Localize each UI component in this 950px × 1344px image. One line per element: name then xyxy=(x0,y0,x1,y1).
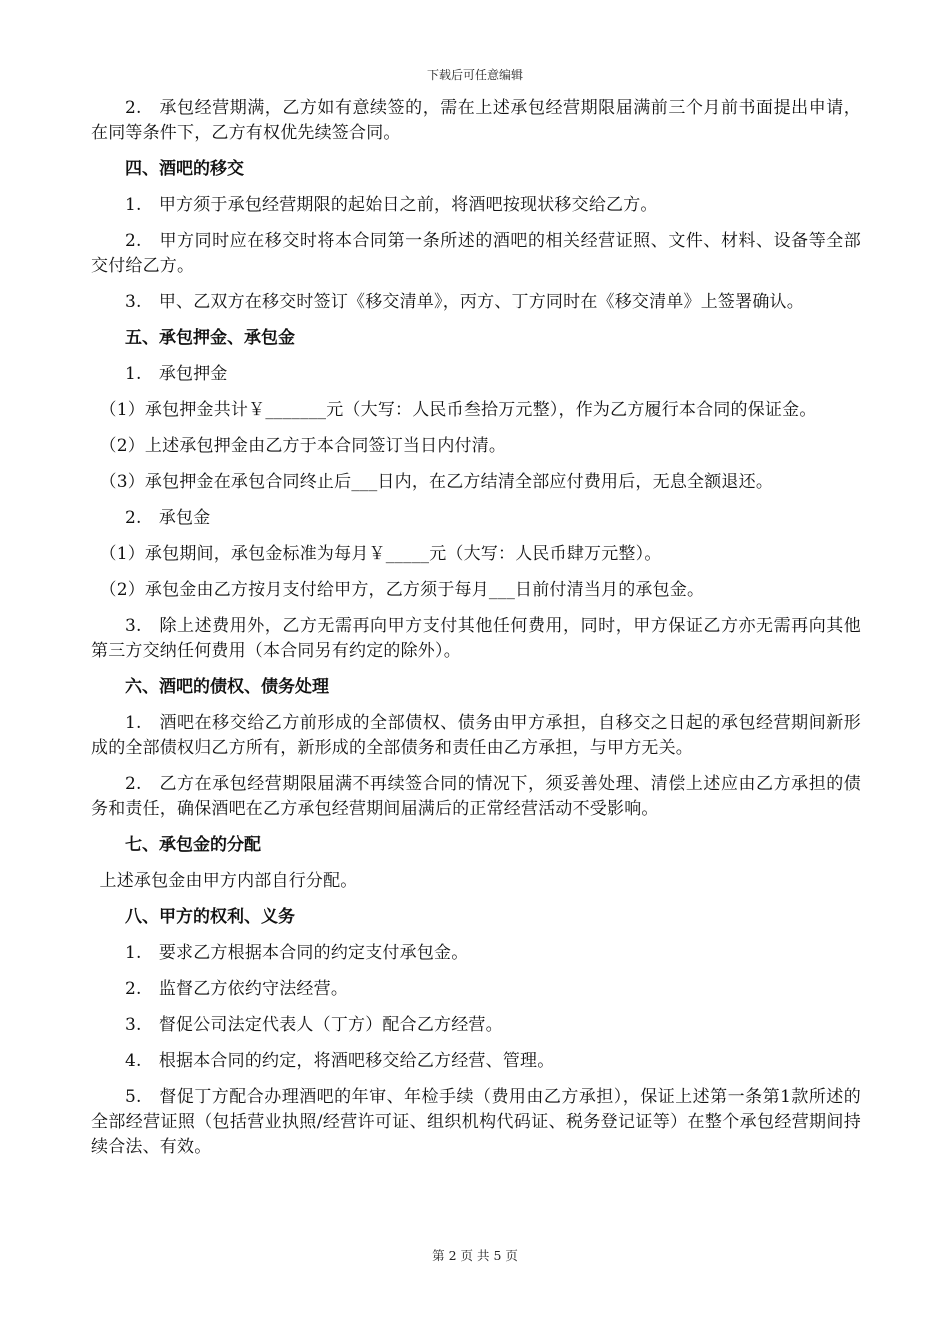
section-heading: 七、承包金的分配 xyxy=(125,835,261,855)
paragraph: 2. 乙方在承包经营期限届满不再续签合同的情况下，须妥善处理、清偿上述应由乙方承担的债务和责任，确保酒吧在乙方承包经营期间届满后的正常经营活动不受影响。 xyxy=(91,774,861,819)
paragraph: 4. 根据本合同的约定，将酒吧移交给乙方经营、管理。 xyxy=(125,1051,555,1071)
paragraph: 1. 要求乙方根据本合同的约定支付承包金。 xyxy=(125,943,469,963)
page-footer: 第 2 页 共 5 页 xyxy=(432,1248,518,1263)
paragraph: （2）承包金由乙方按月支付给甲方，乙方须于每月___日前付清当月的承包金。 xyxy=(99,580,705,600)
paragraph: 1. 甲方须于承包经营期限的起始日之前，将酒吧按现状移交给乙方。 xyxy=(125,195,658,215)
paragraph: （1）承包期间，承包金标准为每月￥_____元（大写：人民币肆万元整）。 xyxy=(99,544,662,564)
paragraph: 3. 除上述费用外，乙方无需再向甲方支付其他任何费用，同时，甲方保证乙方亦无需再向其他第三方交纳任何费用（本合同另有约定的除外）。 xyxy=(91,616,861,661)
paragraph: （1）承包押金共计￥_______元（大写：人民币叁拾万元整），作为乙方履行本合同的保证金。 xyxy=(99,400,817,420)
paragraph: 2. 监督乙方依约守法经营。 xyxy=(125,979,349,999)
paragraph: 2. 承包经营期满，乙方如有意续签的，需在上述承包经营期限届满前三个月前书面提出申请，在同等条件下，乙方有权优先续签合同。 xyxy=(91,98,861,143)
paragraph: 3. 督促公司法定代表人（丁方）配合乙方经营。 xyxy=(125,1015,503,1035)
section-heading: 六、酒吧的债权、债务处理 xyxy=(125,677,329,697)
paragraph: 1. 承包押金 xyxy=(125,364,228,384)
section-heading: 五、承包押金、承包金 xyxy=(125,328,295,348)
paragraph: 上述承包金由甲方内部自行分配。 xyxy=(99,871,358,891)
page-header: 下载后可任意编辑 xyxy=(426,68,523,82)
section-heading: 八、甲方的权利、义务 xyxy=(125,907,295,927)
paragraph: （3）承包押金在承包合同终止后___日内，在乙方结清全部应付费用后，无息全额退还。 xyxy=(99,472,774,492)
section-heading: 四、酒吧的移交 xyxy=(125,159,244,179)
paragraph: 2. 承包金 xyxy=(125,508,211,528)
paragraph: 5. 督促丁方配合办理酒吧的年审、年检手续（费用由乙方承担），保证上述第一条第1款所述的全部经营证照（包括营业执照/经营许可证、组织机构代码证、税务登记证等）在整个承包经营期间持续合法、有效。 xyxy=(91,1087,861,1157)
paragraph: （2）上述承包押金由乙方于本合同签订当日内付清。 xyxy=(99,436,507,456)
paragraph: 3. 甲、乙双方在移交时签订《移交清单》，丙方、丁方同时在《移交清单》上签署确认。 xyxy=(125,292,804,312)
paragraph: 2. 甲方同时应在移交时将本合同第一条所述的酒吧的相关经营证照、文件、材料、设备等全部交付给乙方。 xyxy=(91,231,861,276)
document-body xyxy=(91,96,861,1171)
paragraph: 1. 酒吧在移交给乙方前形成的全部债权、债务由甲方承担，自移交之日起的承包经营期间新形成的全部债权归乙方所有，新形成的全部债务和责任由乙方承担，与甲方无关。 xyxy=(91,713,861,758)
